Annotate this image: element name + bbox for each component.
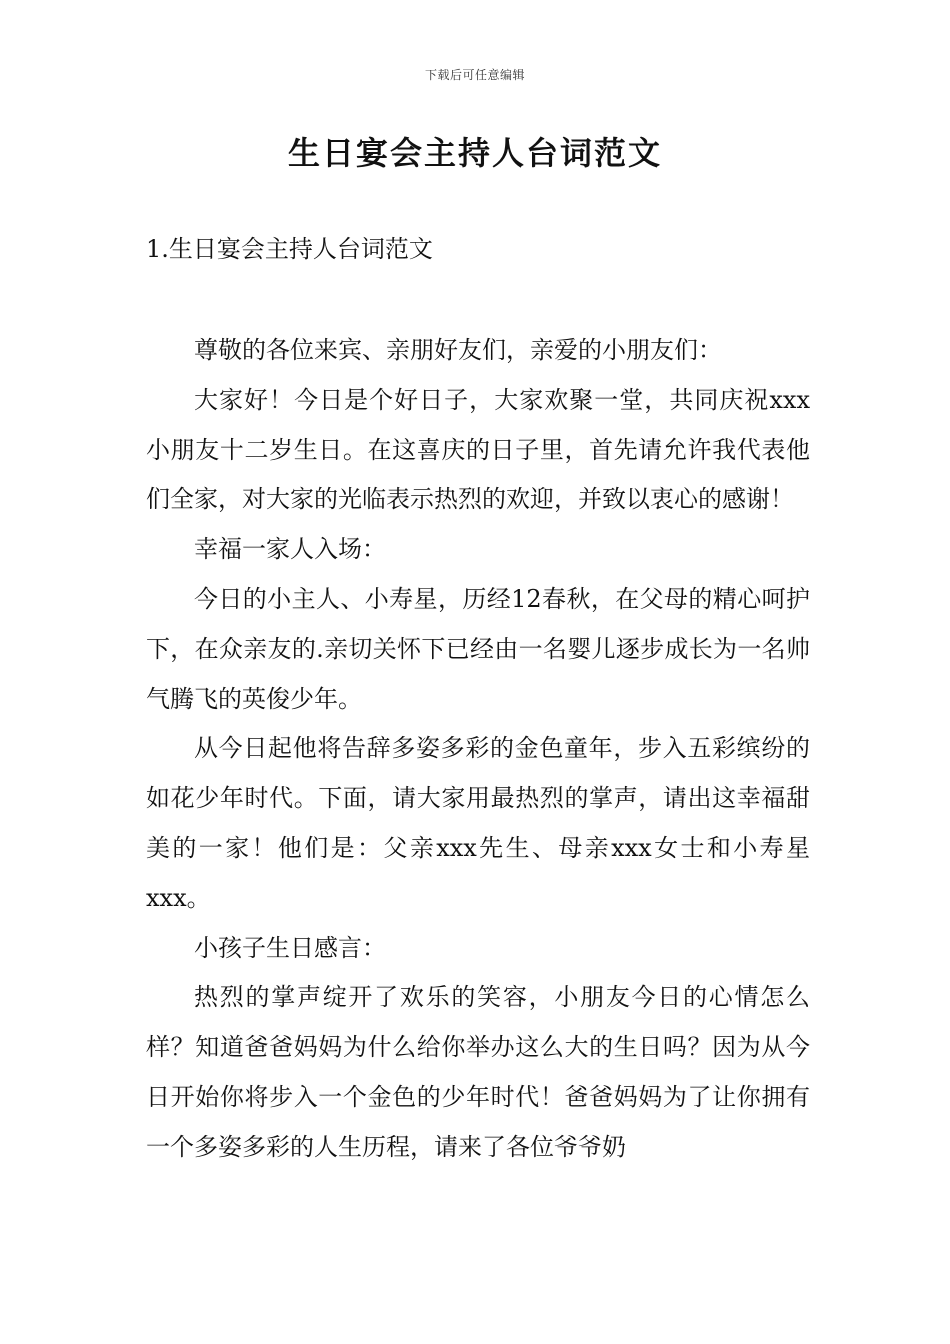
paragraph-greeting: 尊敬的各位来宾、亲朋好友们，亲爱的小朋友们： bbox=[194, 336, 722, 364]
paragraph-introduction: 今日的小主人、小寿星，历经12春秋，在父母的精心呵护下，在众亲友的.亲切关怀下已经由一名婴儿逐步成长为一名帅气腾飞的英俊少年。 bbox=[146, 584, 810, 713]
document-body bbox=[146, 326, 810, 1173]
paragraph-birthday-speech-heading: 小孩子生日感言： bbox=[194, 933, 386, 962]
paragraph-invitation: 从今日起他将告辞多姿多彩的金色童年，步入五彩缤纷的如花少年时代。下面，请大家用最热烈的掌声，请出这幸福甜美的一家！他们是：父亲xxx先生、母亲xxx女士和小寿星xxx。 bbox=[146, 734, 810, 912]
paragraph-welcome: 大家好！今日是个好日子，大家欢聚一堂，共同庆祝xxx小朋友十二岁生日。在这喜庆的日子里，首先请允许我代表他们全家，对大家的光临表示热烈的欢迎，并致以衷心的感谢！ bbox=[146, 385, 810, 514]
header-note: 下载后可任意编辑 bbox=[424, 68, 525, 82]
section-heading: 1.生日宴会主持人台词范文 bbox=[146, 235, 433, 263]
paragraph-birthday-speech: 热烈的掌声绽开了欢乐的笑容，小朋友今日的心情怎么样？知道爸爸妈妈为什么给你举办这么大的生日吗？因为从今日开始你将步入一个金色的少年时代！爸爸妈妈为了让你拥有一个多姿多彩的人生历程，请来了各位爷爷奶 bbox=[146, 983, 810, 1161]
paragraph-family-entrance: 幸福一家人入场： bbox=[194, 535, 386, 564]
document-title: 生日宴会主持人台词范文 bbox=[287, 134, 662, 172]
